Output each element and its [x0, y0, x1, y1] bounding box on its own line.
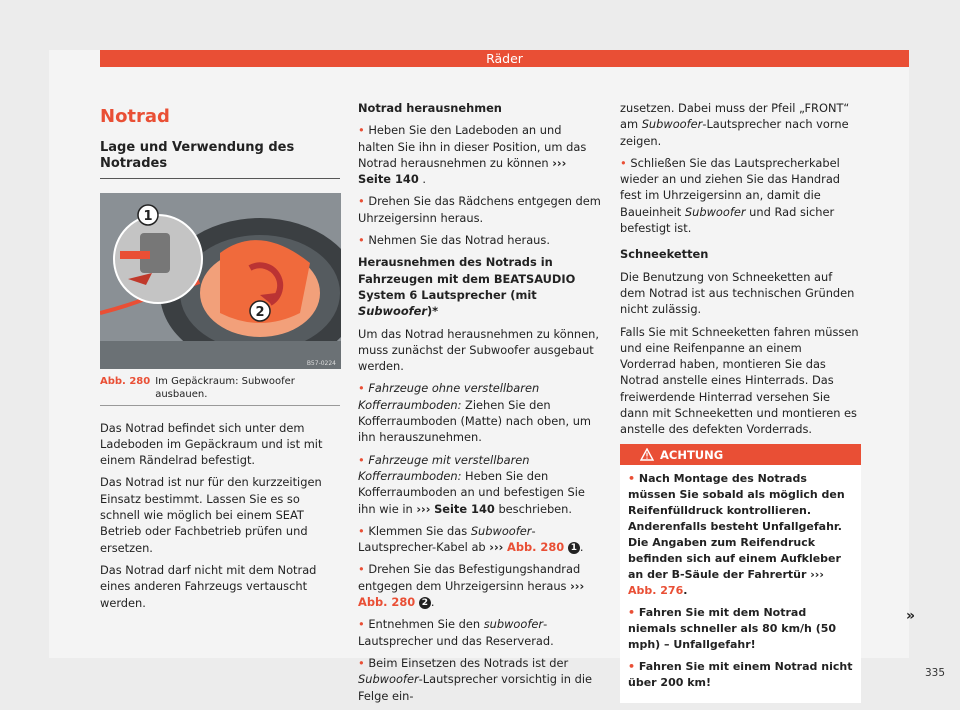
list-item: • Beim Einsetzen des Notrads ist der Subwoofer-Lautsprecher vorsichtig in die Felge ein- [358, 655, 593, 703]
list-item: • Schließen Sie das Lautsprecherkabel wieder an und ziehen Sie das Handrad fest im Uhrzeigersinn an, damit die Baueinheit Subwoofer und Rad sicher befestigt ist. [620, 155, 841, 236]
paragraph: Falls Sie mit Schneeketten fahren müssen und eine Reifenpanne an einem Vorderrad haben, montieren Sie das Notrad anstelle eines Hinterrads. Das freiwerdende Hinterrad versehen Sie dann mit Schneeketten und montieren es anstelle des defekten Vorderrads. [620, 324, 859, 437]
paragraph: Das Notrad befindet sich unter dem Ladeboden im Gepäckraum und ist mit einem Rändelrad befestigt. [100, 420, 323, 468]
bullet-icon: • [628, 471, 636, 485]
warning-box [620, 444, 861, 703]
figure-caption [100, 375, 340, 406]
list-item: • Heben Sie den Ladeboden an und halten Sie ihn in dieser Position, um das Notrad herausnehmen zu können ››› Seite 140 . [358, 123, 587, 187]
bullet-icon: • [358, 233, 365, 248]
callout-1: 1 [143, 208, 153, 224]
heading-remove-spare: Notrad herausnehmen [358, 101, 502, 115]
left-column [100, 106, 340, 617]
bullet-icon: • [628, 605, 636, 619]
warning-header [620, 445, 861, 465]
bullet-icon: • [358, 194, 365, 209]
bullet-icon: • [358, 523, 365, 538]
figure-reference-link[interactable]: Abb. 280 [358, 595, 416, 610]
heading-beatsaudio: Herausnehmen des Notrads in Fahrzeugen mit dem BEATSAUDIO System 6 Lautsprecher (mit Subwoofer)* [358, 255, 576, 319]
paragraph: Das Notrad darf nicht mit dem Notrad eines anderen Fahrzeugs vertauscht werden. [100, 562, 317, 610]
page-reference-link[interactable]: Seite 140 [434, 501, 495, 516]
subtitle: Lage und Verwendung des Notrades [100, 140, 340, 179]
list-item: • Entnehmen Sie den subwoofer-Lautsprecher und das Reserverad. [358, 617, 554, 648]
warning-item: • Nach Montage des Notrads müssen Sie sobald als möglich den Reifenfülldruck kontrollieren. Anderenfalls besteht Unfallgefahr. Die Angaben zum Reifendruck befinden sich auf einem Aufkleber an der B-Säule der Fahrertür ››› Abb. 276. [628, 471, 845, 597]
list-item: • Drehen Sie das Rädchens entgegen dem Uhrzeigersinn heraus. [358, 194, 601, 225]
middle-column [358, 100, 601, 710]
bullet-icon: • [358, 562, 365, 577]
figure-illustration [100, 193, 341, 369]
paragraph: zusetzen. Dabei muss der Pfeil „FRONT“ am Subwoofer-Lautsprecher nach vorne zeigen. [620, 101, 850, 148]
continue-arrow-icon: » [906, 608, 916, 624]
figure-reference-link[interactable]: Abb. 280 [507, 540, 565, 555]
warning-item: • Fahren Sie mit dem Notrad niemals schneller als 80 km/h (50 mph) – Unfallgefahr! [628, 605, 837, 651]
bullet-icon: • [628, 659, 636, 673]
bullet-icon: • [358, 655, 365, 670]
list-item: • Fahrzeuge ohne verstellbaren Kofferraumboden: Ziehen Sie den Kofferraumboden (Matte) nach oben, um ihn herauszunehmen. [358, 381, 592, 445]
warning-triangle-icon [640, 448, 654, 461]
callout-badge: 2 [419, 597, 431, 609]
list-item: • Nehmen Sie das Notrad heraus. [358, 233, 550, 248]
paragraph: Das Notrad ist nur für den kurzzeitigen Einsatz bestimmt. Lassen Sie es so schnell wie möglich bei einem SEAT Betrieb oder Fachbetrieb prüfen und ersetzen. [100, 475, 322, 555]
warning-title: ACHTUNG [660, 447, 724, 462]
paragraph: Die Benutzung von Schneeketten auf dem Notrad ist aus technischen Gründen nicht zulässig. [620, 269, 855, 317]
heading-snow-chains: Schneeketten [620, 247, 709, 262]
section-title: Notrad [100, 106, 170, 127]
page [49, 50, 946, 703]
callout-2: 2 [255, 304, 265, 320]
right-column [620, 100, 861, 703]
list-item: • Klemmen Sie das Subwoofer-Lautsprecher-Kabel ab ››› Abb. 280 1 . [358, 523, 584, 555]
figure-label: Abb. 280 [100, 375, 151, 387]
bullet-icon: • [358, 617, 365, 632]
bullet-icon: • [358, 123, 365, 138]
page-number: 335 [925, 667, 946, 679]
bullet-icon: • [358, 452, 365, 467]
list-item: • Fahrzeuge mit verstellbaren Kofferraumboden: Heben Sie den Kofferraumboden an und befestigen Sie ihn wie in ››› Seite 140 beschrieben. [358, 452, 585, 516]
paragraph: Um das Notrad herausnehmen zu können, muss zunächst der Subwoofer ausgebaut werden. [358, 326, 599, 374]
warning-item: • Fahren Sie mit einem Notrad nicht über 200 km! [628, 659, 853, 689]
callout-badge: 1 [568, 542, 580, 554]
figure-reference-link[interactable]: Abb. 276 [628, 583, 684, 597]
bullet-icon: • [620, 155, 627, 170]
page-reference-link[interactable]: Seite 140 [358, 172, 419, 187]
list-item: • Drehen Sie das Befestigungshandrad entgegen dem Uhrzeigersinn heraus ››› Abb. 280 2 . [358, 562, 585, 610]
figure-caption-text: Im Gepäckraum: Subwoofer ausbauen. [155, 375, 295, 400]
chapter-header: Räder [100, 50, 909, 67]
figure-spare-wheel [100, 193, 341, 369]
figure-code: B57-0224 [306, 359, 336, 367]
bullet-icon: • [358, 381, 365, 396]
